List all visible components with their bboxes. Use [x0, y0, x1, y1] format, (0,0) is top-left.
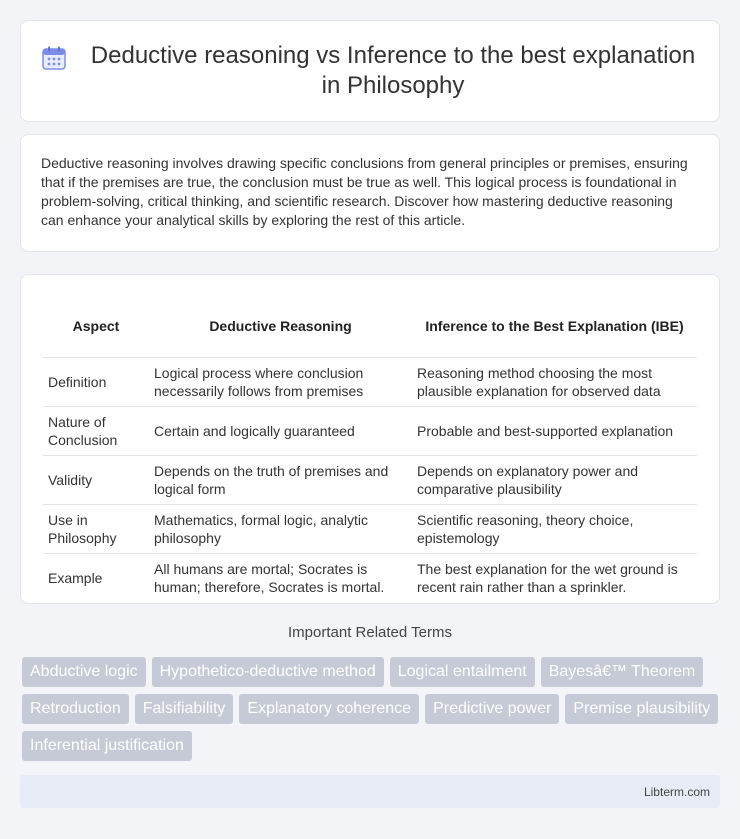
- related-term-tag[interactable]: Abductive logic: [22, 657, 146, 687]
- table-header-row: [43, 295, 697, 357]
- row-aspect: Definition: [43, 357, 149, 406]
- table-row: [43, 553, 697, 602]
- related-term-tag[interactable]: Falsifiability: [135, 694, 234, 724]
- related-term-tag[interactable]: Explanatory coherence: [239, 694, 419, 724]
- title-card: [20, 20, 720, 122]
- related-term-tag[interactable]: Hypothetico-deductive method: [152, 657, 384, 687]
- comparison-table: [43, 295, 697, 602]
- table-row: [43, 455, 697, 504]
- column-header-aspect: Aspect: [72, 317, 120, 334]
- table-row: [43, 504, 697, 553]
- column-header-ibe: Inference to the Best Explanation (IBE): [425, 317, 684, 334]
- row-aspect: Use in Philosophy: [43, 504, 149, 553]
- row-ibe: The best explanation for the wet ground is recent rain rather than a sprinkler.: [412, 553, 697, 602]
- summary-text: Deductive reasoning involves drawing specific conclusions from general principles or premises, ensuring that if the premises are true, the conclusion must be true as well. This logical process is foundational in problem-solving, critical thinking, and scientific research. Discover how mastering deductive reasoning can enhance your analytical skills by exploring the rest of this article.: [41, 155, 688, 228]
- related-terms-list: [22, 657, 722, 761]
- related-term-tag[interactable]: Predictive power: [425, 694, 559, 724]
- footer-site-link[interactable]: Libterm.com: [643, 785, 710, 799]
- row-ibe: Reasoning method choosing the most plausible explanation for observed data: [412, 357, 697, 406]
- table-row: [43, 357, 697, 406]
- related-terms-title: Important Related Terms: [288, 624, 452, 641]
- related-term-tag[interactable]: Retroduction: [22, 694, 129, 724]
- row-deductive: Mathematics, formal logic, analytic philosophy: [149, 504, 412, 553]
- related-term-tag[interactable]: Logical entailment: [390, 657, 535, 687]
- table-row: [43, 406, 697, 455]
- column-header-deductive: Deductive Reasoning: [209, 317, 352, 334]
- row-deductive: Logical process where conclusion necessarily follows from premises: [149, 357, 412, 406]
- title-wrap: [21, 41, 719, 101]
- row-ibe: Scientific reasoning, theory choice, epistemology: [412, 504, 697, 553]
- row-deductive: Certain and logically guaranteed: [149, 406, 412, 455]
- row-aspect: Example: [43, 553, 149, 602]
- row-aspect: Validity: [43, 455, 149, 504]
- row-deductive: All humans are mortal; Socrates is human; therefore, Socrates is mortal.: [149, 553, 412, 602]
- row-deductive: Depends on the truth of premises and logical form: [149, 455, 412, 504]
- related-term-tag[interactable]: Premise plausibility: [565, 694, 718, 724]
- calendar-icon: [41, 45, 67, 71]
- row-aspect: Nature of Conclusion: [43, 406, 149, 455]
- row-ibe: Depends on explanatory power and comparative plausibility: [412, 455, 697, 504]
- related-term-tag[interactable]: Inferential justification: [22, 731, 192, 761]
- summary-card: [20, 134, 720, 252]
- comparison-table-card: [20, 274, 720, 604]
- page-title: Deductive reasoning vs Inference to the best explanation in Philosophy: [90, 42, 696, 99]
- related-term-tag[interactable]: Bayesâ€™ Theorem: [541, 657, 703, 687]
- row-ibe: Probable and best-supported explanation: [412, 406, 697, 455]
- footer: [20, 775, 720, 808]
